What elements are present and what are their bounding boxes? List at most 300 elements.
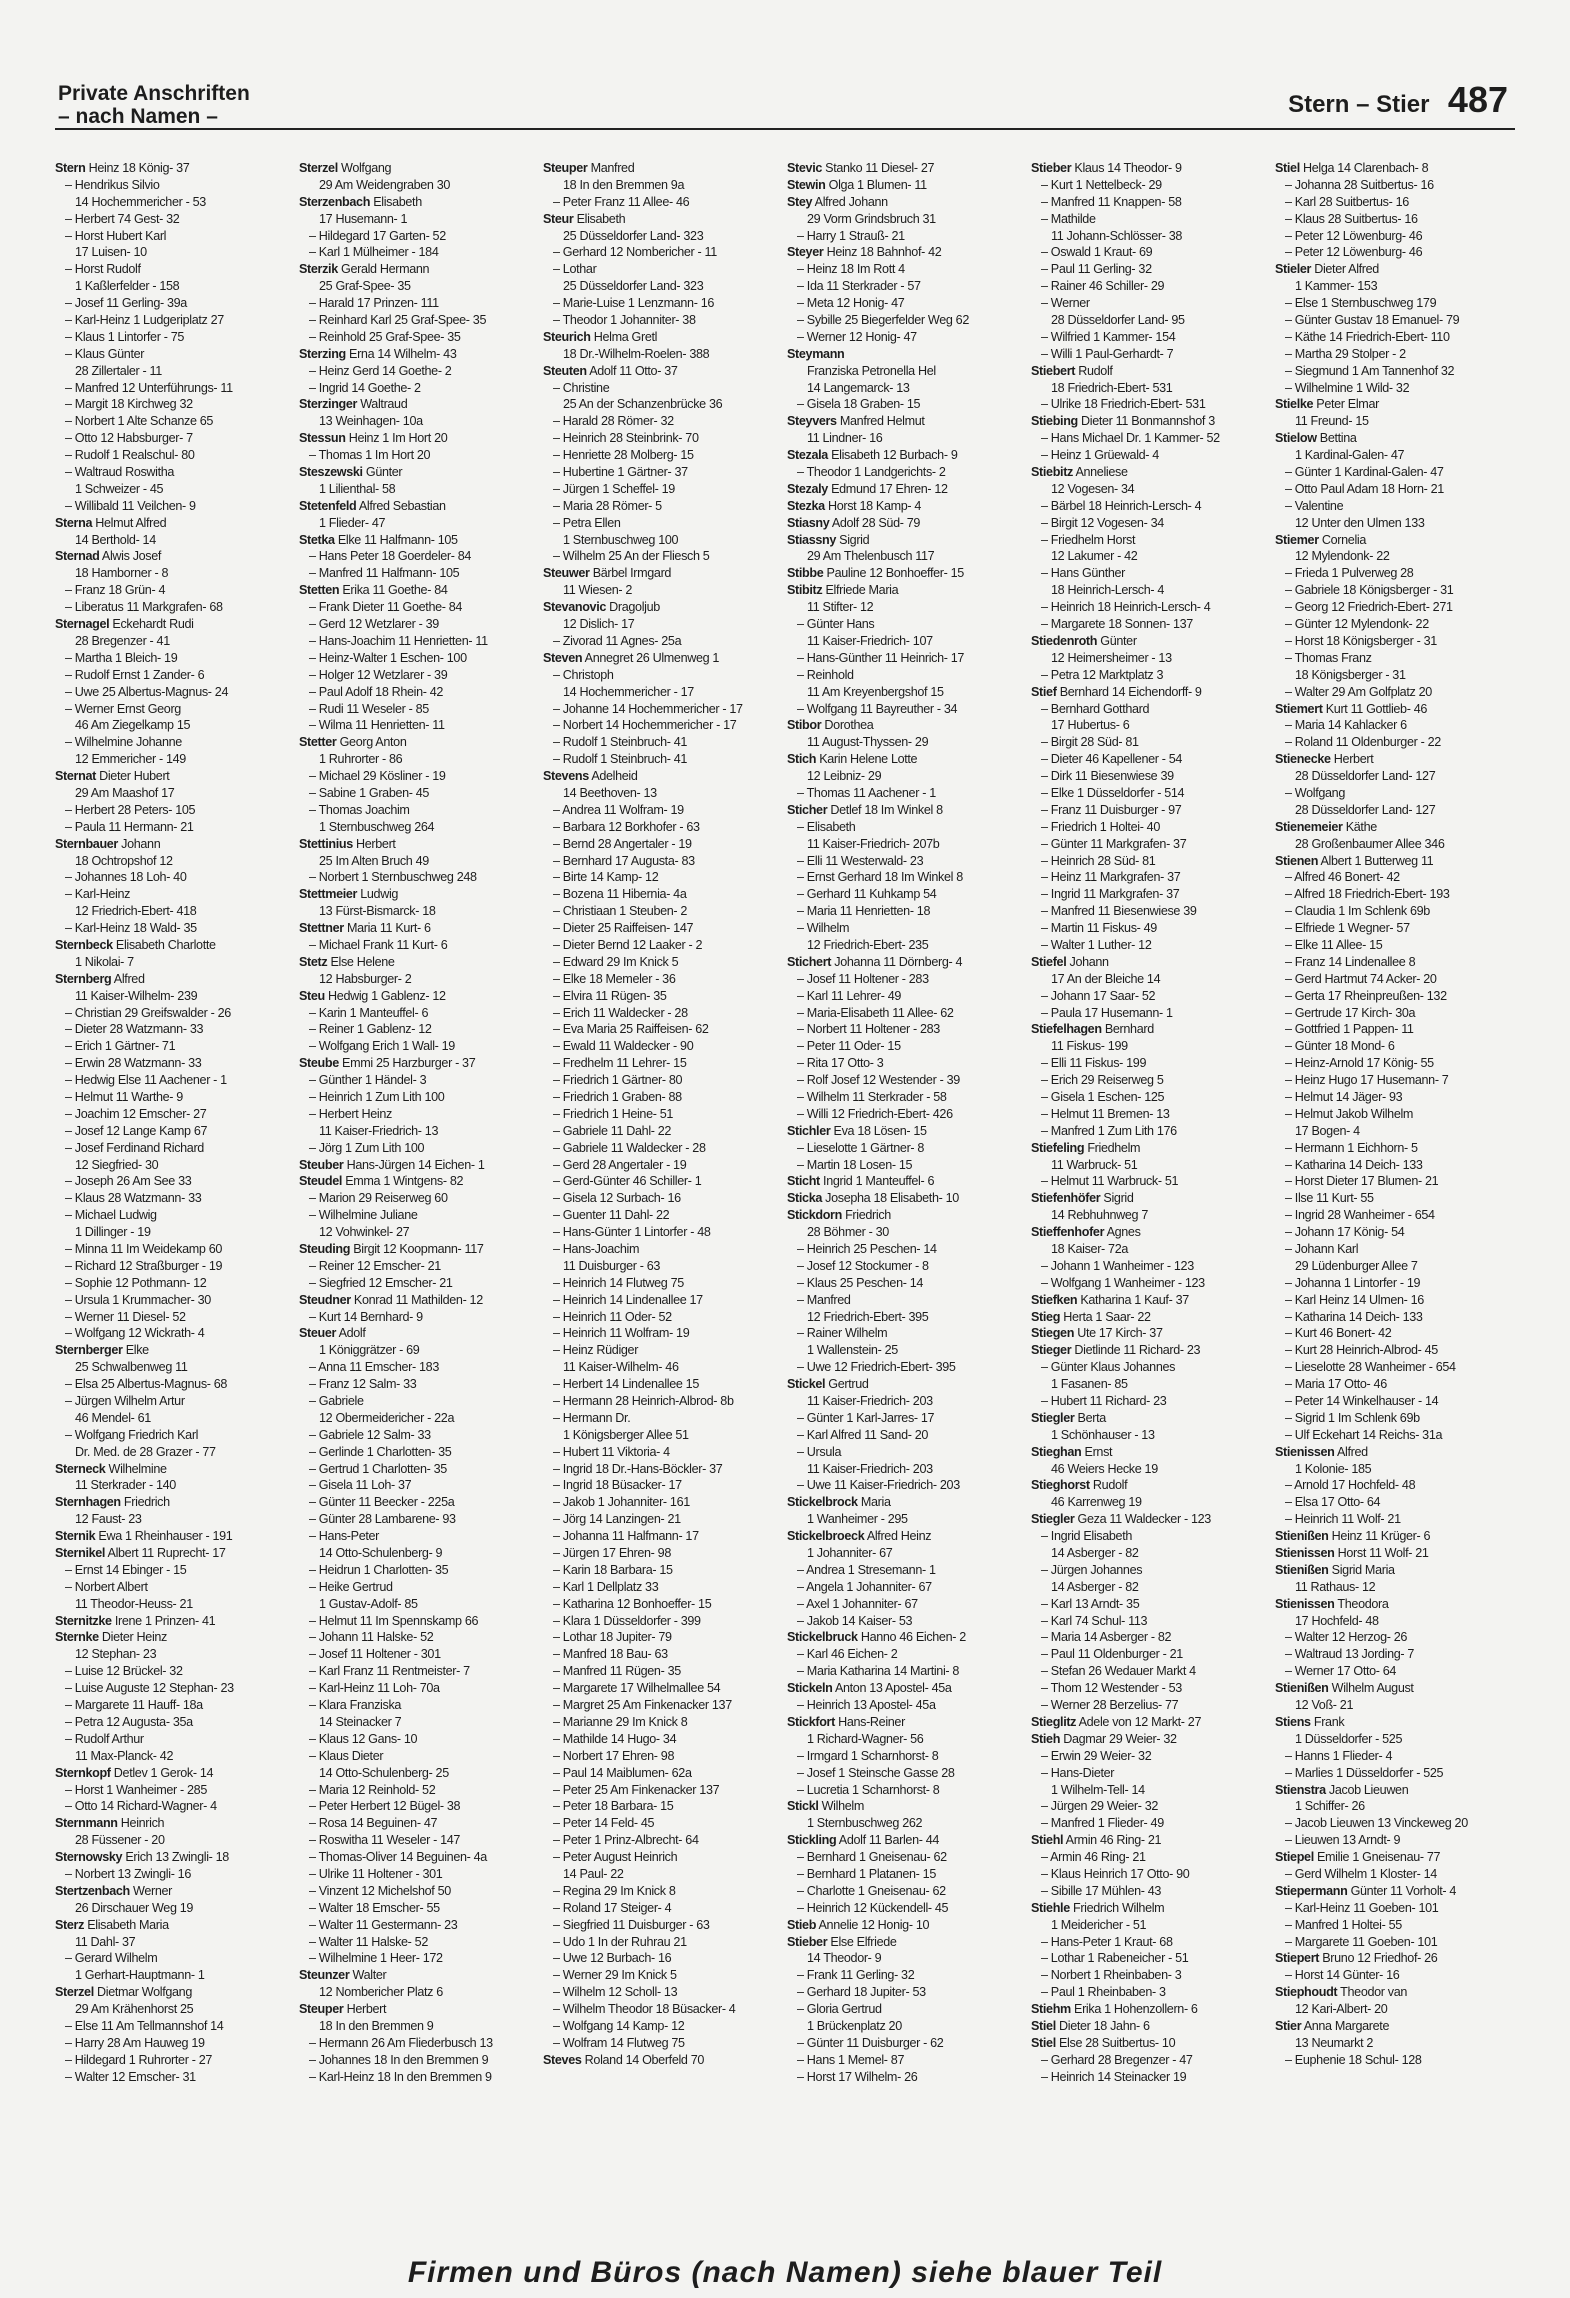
entry-text: Karin Helene Lotte (816, 752, 918, 767)
directory-line (1275, 836, 1515, 853)
entry-text: – Horst Dieter 17 Blumen- 21 (1285, 1174, 1439, 1189)
entry-text: – Gerd Wilhelm 1 Kloster- 14 (1285, 1866, 1437, 1881)
entry-text: – Karl-Heinz 11 Loh- 70a (309, 1681, 440, 1696)
directory-line (543, 1782, 783, 1799)
entry-text: 18 Dr.-Wilhelm-Roelen- 388 (563, 346, 710, 361)
directory-line (787, 886, 1027, 903)
entry-text: 14 Langemarck- 13 (807, 380, 910, 395)
directory-line (543, 548, 783, 565)
entry-text: – Heinrich 28 Süd- 81 (1041, 853, 1156, 868)
entry-text: Maria (857, 1495, 891, 1510)
directory-line (1031, 785, 1271, 802)
directory-line (1275, 633, 1515, 650)
directory-line (787, 1477, 1027, 1494)
directory-line (543, 1815, 783, 1832)
entry-text: – Ingrid 11 Markgrafen- 37 (1041, 887, 1180, 902)
directory-line (1031, 565, 1271, 582)
directory-line (543, 1545, 783, 1562)
directory-line (55, 1190, 295, 1207)
directory-line (1275, 1765, 1515, 1782)
directory-line (543, 1207, 783, 1224)
directory-line (55, 1173, 295, 1190)
surname-entry (299, 1241, 539, 1258)
surname-entry (787, 1832, 1027, 1849)
directory-line (1031, 1461, 1271, 1478)
entry-text: 1 Gerhart-Hauptmann- 1 (75, 1968, 205, 1983)
surname-entry (787, 177, 1027, 194)
directory-line (543, 1579, 783, 1596)
directory-line (1275, 380, 1515, 397)
entry-text: – Klaus 28 Suitbertus- 16 (1285, 211, 1418, 226)
directory-line (299, 244, 539, 261)
entry-text: Horst 18 Kamp- 4 (824, 498, 922, 513)
entry-text: – Manfred 1 Zum Lith 176 (1041, 1123, 1177, 1138)
entry-text: – Erich 1 Gärtner- 71 (65, 1039, 176, 1054)
surname-entry (299, 498, 539, 515)
surname-entry (1275, 1984, 1515, 2001)
surname: Sternagel (55, 617, 110, 632)
directory-line (1031, 1241, 1271, 1258)
directory-line (1031, 346, 1271, 363)
directory-line (543, 701, 783, 718)
directory-line (1275, 734, 1515, 751)
entry-text: – Werner 12 Honig- 47 (797, 329, 917, 344)
entry-text: Dieter Heinz (98, 1630, 167, 1645)
directory-line (1275, 1494, 1515, 1511)
directory-line (55, 599, 295, 616)
directory-line (299, 903, 539, 920)
surname-entry (299, 1055, 539, 1072)
entry-text: – Elke 11 Allee- 15 (1285, 937, 1383, 952)
entry-text: – Werner 28 Berzelius- 77 (1041, 1698, 1179, 1713)
directory-line (543, 1663, 783, 1680)
entry-text: – Harry 1 Strauß- 21 (797, 228, 905, 243)
entry-text: – Siegmund 1 Am Tannenhof 32 (1285, 363, 1455, 378)
directory-line (299, 853, 539, 870)
directory-line (543, 1562, 783, 1579)
directory-line (299, 667, 539, 684)
entry-text: 11 Am Kreyenbergshof 15 (807, 684, 944, 699)
entry-text: 28 Böhmer - 30 (807, 1225, 889, 1240)
entry-text: – Rudolf 1 Steinbruch- 41 (553, 735, 688, 750)
entry-text: – Lothar 18 Jupiter- 79 (553, 1630, 672, 1645)
entry-text: – Gloria Gertrud (797, 2002, 882, 2017)
entry-text: – Johanne 14 Hochemmericher - 17 (553, 701, 743, 716)
directory-line (299, 1072, 539, 1089)
entry-text: – Christiaan 1 Steuben- 2 (553, 904, 688, 919)
entry-text: Günter (362, 465, 403, 480)
surname-entry (299, 582, 539, 599)
directory-line (1275, 244, 1515, 261)
entry-text: – Günter 11 Markgrafen- 37 (1041, 836, 1187, 851)
surname: Sternke (55, 1630, 99, 1645)
entry-text: 12 Mylendonk- 22 (1295, 549, 1390, 564)
surname: Stienissen (1275, 1596, 1335, 1611)
directory-line (1275, 1207, 1515, 1224)
directory-line (299, 481, 539, 498)
entry-text: – Ingrid Elisabeth (1041, 1529, 1133, 1544)
entry-text: – Uwe 12 Friedrich-Ebert- 395 (797, 1360, 956, 1375)
directory-line (543, 1613, 783, 1630)
surname: Sternikel (55, 1546, 106, 1561)
entry-text: – Gisela 18 Graben- 15 (797, 397, 921, 412)
surname: Stetenfeld (299, 498, 357, 513)
directory-line (299, 1427, 539, 1444)
directory-line (543, 295, 783, 312)
entry-text: Adolf (336, 1326, 366, 1341)
entry-text: Cornelia (1318, 532, 1366, 547)
directory-line (787, 1731, 1027, 1748)
entry-text: 25 Im Alten Bruch 49 (319, 853, 429, 868)
directory-line (543, 1089, 783, 1106)
directory-line (1031, 1680, 1271, 1697)
entry-text: – Reinhard Karl 25 Graf-Spee- 35 (309, 313, 487, 328)
entry-text: Anneliese (1072, 465, 1128, 480)
directory-line (787, 1106, 1027, 1123)
entry-text: – Kurt 14 Bernhard- 9 (309, 1309, 423, 1324)
surname-entry (1275, 1680, 1515, 1697)
directory-line (787, 329, 1027, 346)
entry-text: 11 Max-Planck- 42 (75, 1748, 174, 1763)
directory-line (543, 785, 783, 802)
directory-line (299, 1984, 539, 2001)
directory-line (55, 1967, 295, 1984)
entry-text: – Franz 12 Salm- 33 (309, 1377, 417, 1392)
surname: Steuding (299, 1242, 351, 1256)
directory-line (543, 2018, 783, 2035)
entry-text: – Karl Alfred 11 Sand- 20 (797, 1427, 929, 1442)
directory-line (1031, 396, 1271, 413)
surname-entry (1275, 160, 1515, 177)
entry-text: Else Helene (327, 954, 395, 969)
entry-text: – Hans 1 Memel- 87 (797, 2052, 905, 2067)
surname: Stieh (1031, 1731, 1061, 1746)
directory-line (787, 1292, 1027, 1309)
directory-line (55, 1123, 295, 1140)
directory-line (543, 278, 783, 295)
surname: Stiehl (1031, 1833, 1064, 1848)
surname-entry (1275, 751, 1515, 768)
surname-entry (1031, 1900, 1271, 1917)
directory-line (299, 1562, 539, 1579)
surname: Stiemert (1275, 701, 1323, 716)
directory-line (299, 1477, 539, 1494)
surname-entry (55, 1461, 295, 1478)
entry-text: 25 Düsseldorfer Land- 323 (563, 228, 704, 243)
directory-line (787, 1325, 1027, 1342)
entry-text: – Klaus Heinrich 17 Otto- 90 (1041, 1866, 1190, 1881)
entry-text: 11 Stifter- 12 (807, 600, 874, 615)
entry-text: – Heinrich 14 Flutweg 75 (553, 1275, 684, 1290)
surname-entry (299, 261, 539, 278)
entry-text: – Wolfgang 12 Wickrath- 4 (65, 1326, 205, 1341)
surname: Steudner (299, 1292, 351, 1307)
surname-entry (55, 836, 295, 853)
directory-line (787, 1410, 1027, 1427)
entry-text: – Friedrich 1 Holtei- 40 (1041, 819, 1160, 834)
surname-entry (1031, 684, 1271, 701)
surname: Sterneck (55, 1461, 106, 1476)
directory-line (299, 937, 539, 954)
entry-text: – Rainer Wilhelm (797, 1326, 888, 1341)
directory-line (299, 1613, 539, 1630)
surname-entry (787, 1934, 1027, 1951)
entry-text: – Gerlinde 1 Charlotten- 35 (309, 1444, 452, 1459)
entry-text: – Johann 17 Saar- 52 (1041, 988, 1156, 1003)
surname-entry (543, 160, 783, 177)
entry-text: – Josef 11 Holtener - 283 (797, 971, 929, 986)
directory-line (1275, 1359, 1515, 1376)
entry-text: 11 Rathaus- 12 (1295, 1579, 1376, 1594)
surname-entry (543, 363, 783, 380)
entry-text: – Werner 17 Otto- 64 (1285, 1664, 1397, 1679)
directory-line (55, 1207, 295, 1224)
entry-text: 12 Friedrich-Ebert- 395 (807, 1309, 929, 1324)
entry-text: – Elisabeth (797, 819, 856, 834)
directory-line (299, 1494, 539, 1511)
entry-text: – Josef 12 Lange Kamp 67 (65, 1123, 208, 1138)
surname: Stieg (1031, 1309, 1061, 1324)
surname-entry (1275, 1545, 1515, 1562)
entry-text: – Lothar (553, 262, 597, 277)
directory-line (543, 1461, 783, 1478)
surname: Stiehle (1031, 1900, 1070, 1915)
directory-line (543, 1224, 783, 1241)
surname: Stickl (787, 1799, 819, 1814)
entry-text: – Mathilde (1041, 211, 1096, 226)
surname: Stiefel (1031, 954, 1067, 969)
entry-text: – Wolfgang 1 Wanheimer - 123 (1041, 1275, 1205, 1290)
surname-entry (1031, 633, 1271, 650)
directory-line (787, 1765, 1027, 1782)
surname-entry (1031, 1021, 1271, 1038)
page-number: 487 (1447, 79, 1508, 120)
entry-text: – Klaus 1 Lintorfer - 75 (65, 329, 185, 344)
entry-text: – Valentine (1285, 498, 1344, 513)
entry-text: Roland 14 Oberfeld 70 (581, 2052, 705, 2067)
entry-text: 14 Berthold- 14 (75, 532, 156, 547)
directory-line (1275, 1258, 1515, 1275)
directory-line (1275, 464, 1515, 481)
entry-text: 28 Zillertaler - 11 (75, 363, 162, 378)
surname: Stickdorn (787, 1208, 842, 1223)
surname: Stieffenhofer (1031, 1225, 1105, 1240)
directory-line (787, 363, 1027, 380)
directory-line (1031, 1173, 1271, 1190)
entry-text: – Karl-Heinz 1 Ludgeriplatz 27 (65, 313, 224, 328)
surname: Stickel (787, 1377, 826, 1392)
surname-entry (299, 1325, 539, 1342)
directory-line (55, 1680, 295, 1697)
entry-text: Maria 11 Kurt- 6 (343, 921, 431, 936)
surname-entry (787, 802, 1027, 819)
entry-text: Alwis Josef (99, 549, 162, 564)
directory-line (1275, 1410, 1515, 1427)
entry-text: 1 Sternbuschweg 100 (563, 532, 679, 547)
entry-text: 12 Lakumer - 42 (1051, 549, 1138, 564)
entry-text: Gertrud (825, 1377, 869, 1392)
entry-text: – Paula 11 Hermann- 21 (65, 819, 194, 834)
directory-line (55, 869, 295, 886)
directory-line (299, 1038, 539, 1055)
entry-text: – Luise 12 Brückel- 32 (65, 1664, 183, 1679)
surname: Stiemer (1275, 532, 1319, 547)
surname-entry (787, 1123, 1027, 1140)
entry-text: 12 Habsburger- 2 (319, 971, 412, 986)
directory-line (1031, 650, 1271, 667)
directory-line (543, 1359, 783, 1376)
directory-line (543, 1596, 783, 1613)
directory-line (787, 2069, 1027, 2086)
entry-text: – Maria-Elisabeth 11 Allee- 62 (797, 1005, 954, 1020)
entry-text: 29 Am Thelenbusch 117 (807, 549, 935, 564)
entry-text: – Willibald 11 Veilchen- 9 (65, 498, 196, 513)
entry-text: 12 Obermeidericher - 22a (319, 1410, 455, 1425)
directory-line (1031, 1005, 1271, 1022)
directory-line (787, 261, 1027, 278)
entry-text: – Roland 11 Oldenburger - 22 (1285, 735, 1441, 750)
directory-line (543, 228, 783, 245)
entry-text: – Uwe 25 Albertus-Magnus- 24 (65, 684, 229, 699)
surname: Stiegler (1031, 1410, 1075, 1425)
entry-text: – Margarete 11 Hauff- 18a (65, 1698, 203, 1713)
entry-text: 17 Bogen- 4 (1295, 1123, 1360, 1138)
directory-line (1275, 717, 1515, 734)
directory-line (55, 1410, 295, 1427)
directory-line (543, 1140, 783, 1157)
entry-text: 13 Fürst-Bismarck- 18 (319, 904, 436, 919)
entry-text: – Ursula 1 Krummacher- 30 (65, 1292, 211, 1307)
directory-line (299, 1258, 539, 1275)
directory-line (1275, 312, 1515, 329)
entry-text: – Elke 1 Düsseldorfer - 514 (1041, 785, 1185, 800)
entry-text: – Sibille 17 Mühlen- 43 (1041, 1883, 1162, 1898)
surname: Stickelbrock (787, 1495, 858, 1510)
directory-line (55, 413, 295, 430)
directory-line (1275, 413, 1515, 430)
surname-entry (1031, 1731, 1271, 1748)
entry-text: 29 Lüdenburger Allee 7 (1295, 1258, 1418, 1273)
directory-line (299, 2069, 539, 2086)
directory-line (1031, 2052, 1271, 2069)
entry-text: – Ernst Gerhard 18 Im Winkel 8 (797, 870, 963, 885)
entry-text: Heinz 18 Bahnhof- 42 (823, 245, 942, 260)
directory-line (787, 1309, 1027, 1326)
entry-text: 25 Düsseldorfer Land- 323 (563, 279, 704, 294)
directory-line (543, 582, 783, 599)
entry-text: – Peter August Heinrich (553, 1850, 678, 1865)
directory-line (543, 430, 783, 447)
directory-line (1275, 228, 1515, 245)
surname: Stieler (1275, 262, 1312, 277)
directory-line (1275, 565, 1515, 582)
directory-line (787, 1021, 1027, 1038)
surname-entry (299, 194, 539, 211)
surname: Stichler (787, 1123, 831, 1138)
entry-text: – Günter 1 Kardinal-Galen- 47 (1285, 465, 1444, 480)
directory-line (1275, 920, 1515, 937)
directory-line (787, 1342, 1027, 1359)
directory-line (787, 1511, 1027, 1528)
entry-text: – Manfred 12 Unterführungs- 11 (65, 380, 233, 395)
entry-text: – Bernhard 1 Gneisenau- 62 (797, 1850, 947, 1865)
entry-text: Dr. Med. de 28 Grazer - 77 (75, 1444, 216, 1459)
directory-line (543, 1629, 783, 1646)
directory-line (55, 380, 295, 397)
surname-entry (299, 1173, 539, 1190)
entry-text: – Günter 18 Mond- 6 (1285, 1039, 1395, 1054)
entry-text: – Otto 14 Richard-Wagner- 4 (65, 1799, 217, 1814)
directory-line (55, 2052, 295, 2069)
surname-entry (1275, 1444, 1515, 1461)
entry-text: – Thomas 1 Im Hort 20 (309, 448, 431, 463)
surname: Steuten (543, 363, 587, 378)
entry-text: Erika 1 Hohenzollern- 6 (1070, 2002, 1198, 2017)
surname: Stetz (299, 954, 328, 969)
directory-line (55, 1697, 295, 1714)
entry-text: – Bernd 28 Angertaler - 19 (553, 836, 692, 851)
entry-text: 1 Kardinal-Galen- 47 (1295, 448, 1405, 463)
entry-text: – Hanns 1 Flieder- 4 (1285, 1748, 1393, 1763)
surname-entry (1275, 1596, 1515, 1613)
entry-text: – Maria Katharina 14 Martini- 8 (797, 1664, 960, 1679)
surname: Stickling (787, 1833, 837, 1848)
directory-line (55, 1798, 295, 1815)
directory-line (55, 1714, 295, 1731)
entry-text: – Wilhelm Theodor 18 Büsacker- 4 (553, 2002, 736, 2017)
directory-line (55, 734, 295, 751)
entry-text: – Hendrikus Silvio (65, 177, 160, 192)
surname-entry (1275, 430, 1515, 447)
entry-text: – Stefan 26 Wedauer Markt 4 (1041, 1664, 1196, 1679)
surname: Stickelbruck (787, 1630, 858, 1645)
directory-line (543, 1157, 783, 1174)
directory-line (543, 937, 783, 954)
entry-text: – Käthe 14 Friedrich-Ebert- 110 (1285, 329, 1450, 344)
entry-text: – Jürgen 17 Ehren- 98 (553, 1546, 671, 1561)
surname: Stiasny (787, 515, 830, 530)
surname-entry (299, 988, 539, 1005)
entry-text: Adelheid (588, 769, 638, 784)
entry-text: – Gerd 28 Angertaler - 19 (553, 1157, 687, 1172)
directory-line (543, 1292, 783, 1309)
surname: Stielke (1275, 397, 1314, 412)
directory-line (543, 481, 783, 498)
entry-text: 11 Theodor-Heuss- 21 (75, 1596, 193, 1611)
entry-text: – Karin 1 Manteuffel- 6 (309, 1005, 429, 1020)
entry-text: – Paula 17 Husemann- 1 (1041, 1005, 1173, 1020)
entry-text: – Norbert 1 Alte Schanze 65 (65, 414, 214, 429)
entry-text: – Ewald 11 Waldecker - 90 (553, 1039, 694, 1054)
directory-line (55, 1646, 295, 1663)
directory-line (1031, 1207, 1271, 1224)
surname-entry (299, 532, 539, 549)
surname-entry (299, 886, 539, 903)
entry-text: Horst 11 Wolf- 21 (1334, 1546, 1429, 1561)
entry-text: – Martin 18 Losen- 15 (797, 1157, 913, 1172)
entry-text: 14 Otto-Schulenberg- 9 (319, 1546, 443, 1561)
directory-line (299, 548, 539, 565)
surname-entry (1031, 1309, 1271, 1326)
entry-text: Dieter 18 Jahn- 6 (1055, 2018, 1150, 2033)
directory-line (1031, 1782, 1271, 1799)
entry-text: Heinrich (117, 1816, 165, 1831)
directory-line (1275, 785, 1515, 802)
directory-line (543, 836, 783, 853)
entry-text: – Rudi 11 Weseler - 85 (309, 701, 429, 716)
surname: Steuwer (543, 566, 590, 581)
surname-entry (543, 768, 783, 785)
